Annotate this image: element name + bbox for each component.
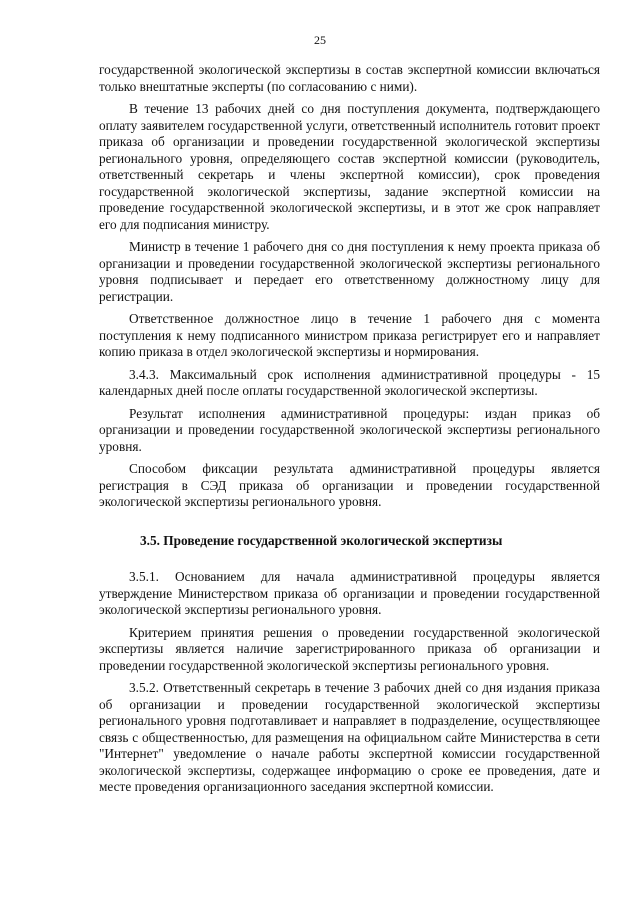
paragraph-minister-signing: Министр в течение 1 рабочего дня со дня поступления к нему проекта приказа об организации и проведении государственной экологической экспертизы регионального уровня подписывает и передает его ответственному должностному лицу для регистрации. [99,239,600,304]
page-content [99,62,600,802]
paragraph-result: Результат исполнения административной процедуры: издан приказ об организации и проведении государственной экологической экспертизы регионального уровня. [99,405,600,454]
page-number: 25 [314,33,326,47]
paragraph-max-term: 3.4.3. Максимальный срок исполнения административной процедуры - 15 календарных дней после оплаты государственной экологической экспертизы. [99,366,600,398]
paragraph-order-preparation: В течение 13 рабочих дней со дня поступления документа, подтверждающего оплату заявителем государственной услуги, ответственный исполнитель готовит проект приказа об организации и проведении государственной экологической экспертизы регионального уровня, определяющего состав экспертной комиссии (руководитель, ответственный секретарь и члены экспертной комиссии), срок проведения государственной экологической экспертизы, задание экспертной комиссии на проведение государственной экологической экспертизы, и в этот же срок направляет его для подписания министру. [99,101,600,232]
paragraph-secretary-notice: 3.5.2. Ответственный секретарь в течение 3 рабочих дней со дня издания приказа об организации и проведении государственной экологической экспертизы регионального уровня подготавливает и направляет в подразделение, осуществляющее связь с общественностью, для размещения на официальном сайте Министерства в сети "Интернет" уведомление о начале работы экспертной комиссии государственной экологической экспертизы, содержащее информацию о сроке ее проведения, дате и месте проведения организационного заседания экспертной комиссии. [99,680,600,794]
paragraph-basis: 3.5.1. Основанием для начала административной процедуры является утверждение Министерством приказа об организации и проведении государственной экологической экспертизы регионального уровня. [99,569,600,617]
paragraph-continuation: государственной экологической экспертизы в состав экспертной комиссии включаться только внештатные эксперты (по согласованию с ними). [99,62,600,94]
paragraph-registration: Ответственное должностное лицо в течение 1 рабочего дня с момента поступления к нему подписанного министром приказа регистрирует его и направляет копию приказа в отдел экологической экспертизы и нормирования. [99,311,600,359]
paragraph-criterion: Критерием принятия решения о проведении государственной экологической экспертизы является наличие зарегистрированного приказа об организации и проведении государственной экологической экспертизы регионального уровня. [99,624,600,673]
paragraph-fixation: Способом фиксации результата административной процедуры является регистрация в СЭД приказа об организации и проведении государственной экологической экспертизы регионального уровня. [99,461,600,509]
section-heading: 3.5. Проведение государственной экологической экспертизы [140,532,503,548]
